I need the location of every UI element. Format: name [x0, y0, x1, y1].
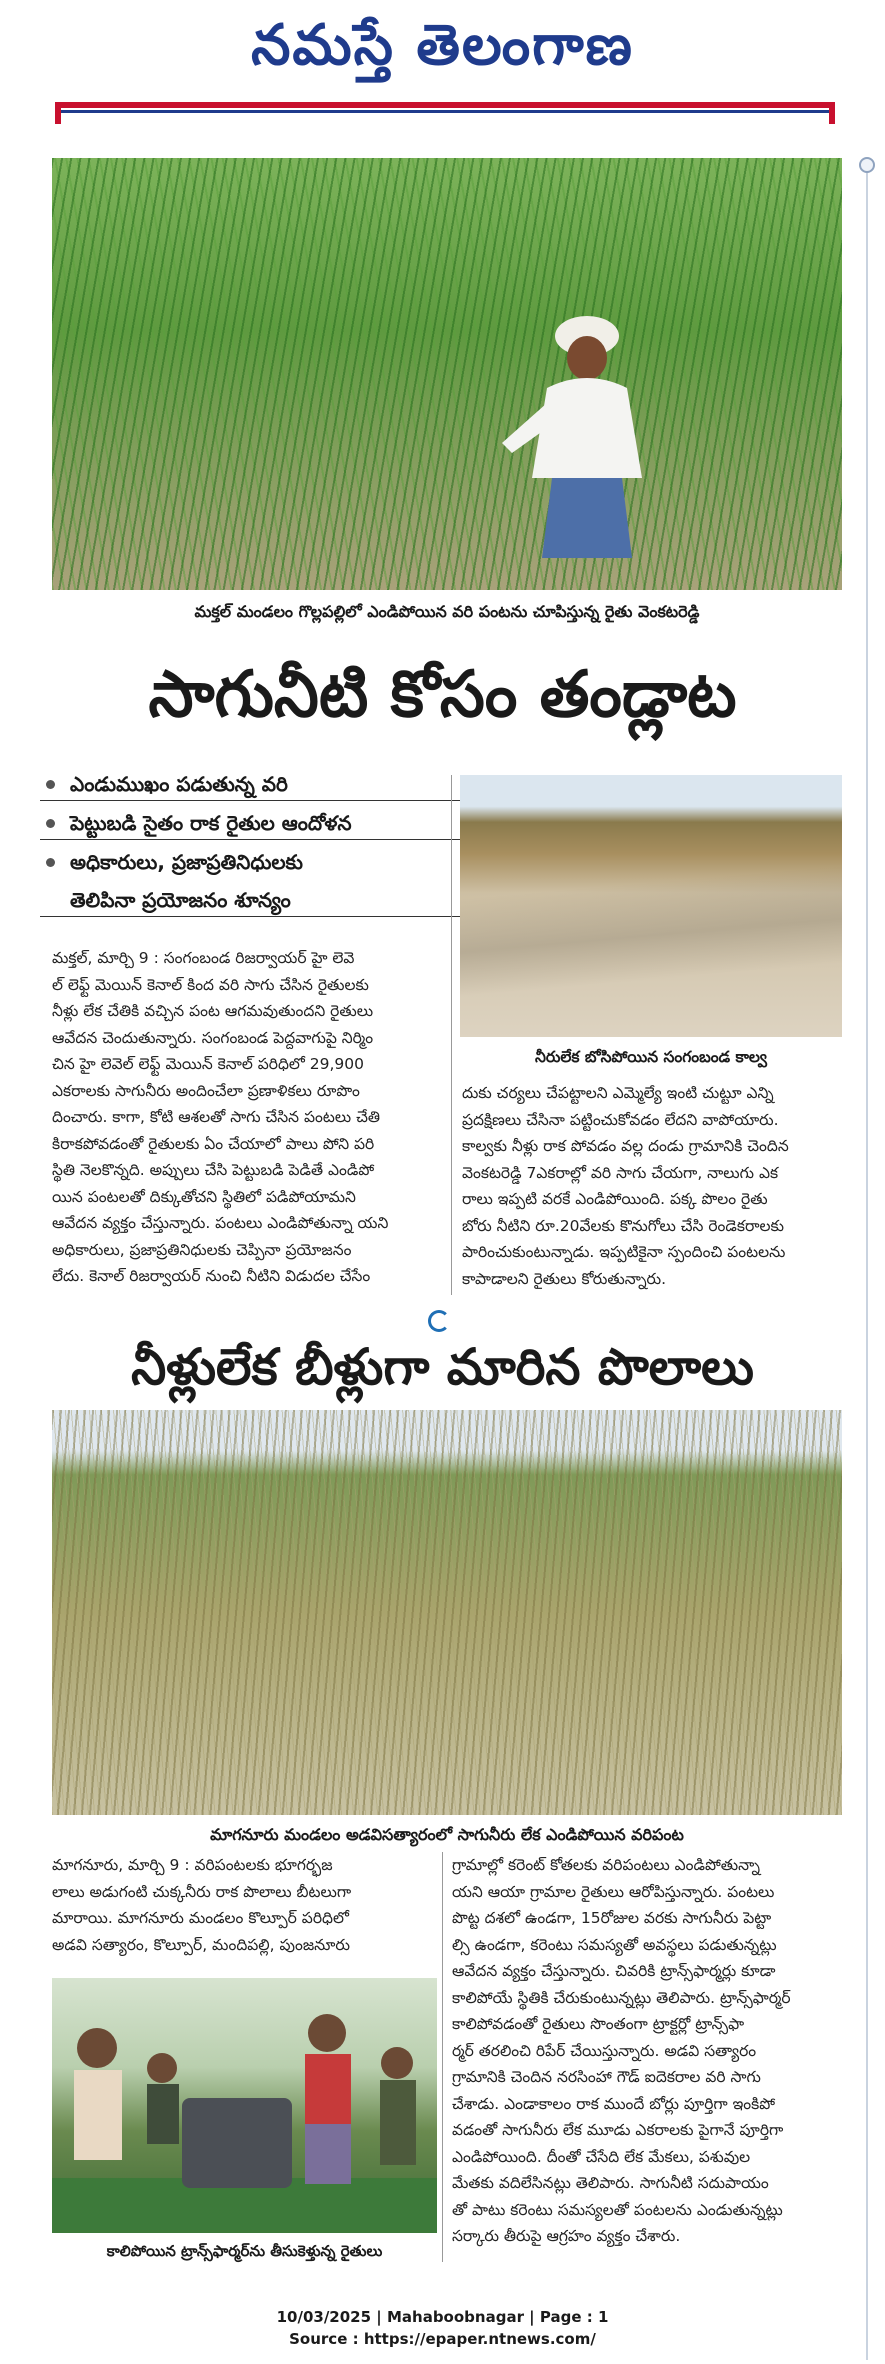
- masthead-rule-blue: [55, 110, 835, 113]
- masthead-rule-tick-left: [55, 102, 61, 124]
- farmer-photo-caption: మక్తల్ మండలం గొల్లపల్లిలో ఎండిపోయిన వరి పంటను చూపిస్తున్న రైతు వెంకటరెడ్డి: [194, 602, 700, 621]
- bullet-dot-icon: [46, 819, 55, 828]
- bullet-item: పెట్టుబడి సైతం రాక రైతుల ఆందోళన: [40, 807, 460, 840]
- newspaper-logo: నమస్తే తెలంగాణ: [251, 12, 634, 78]
- footer-meta: 10/03/2025 | Mahaboobnagar | Page : 1: [276, 2308, 609, 2326]
- story1-bullets: [40, 768, 460, 923]
- publisher-seal-icon: [428, 1310, 450, 1332]
- canal-photo-caption: నీరులేక బోసిపోయిన సంగంబండ కాల్వ: [534, 1048, 768, 1066]
- dry-field-photo-caption: మాగనూరు మండలం అడవిసత్యారంలో సాగునీరు లేక ఎండిపోయిన వరిపంట: [210, 1825, 684, 1844]
- farmer-figure: [492, 308, 662, 558]
- footer-source-link[interactable]: Source : https://epaper.ntnews.com/: [289, 2330, 596, 2348]
- story1-right-column: దుకు చర్యలు చేపట్టాలని ఎమ్మెల్యే ఇంటి చుట్టూ ఎన్ని ప్రదక్షిణలు చేసినా పట్టించుకోవడం లేదని వాపోయారు. కాల్వకు నీళ్లు రాక పోవడం వల్ల దండు గ్రామానికి చెందిన వెంకటరెడ్డి 7ఎకరాల్లో వరి సాగు చేయగా, నాలుగు ఎక రాలు ఇప్పటి వరకే ఎండిపోయింది. పక్క పొలం రైతు బోరు నీటిని రూ.20వేలకు కొనుగోలు చేసి రెండెకరాలకు పారించుకుంటున్నాడు. ఇప్పటికైనా స్పందించి పంటలను కాపాడాలని రైతులు కోరుతున్నారు.: [462, 1084, 789, 1288]
- masthead-rule-tick-right: [829, 102, 835, 124]
- dry-field-photo: [52, 1410, 842, 1815]
- masthead-rule-red: [55, 102, 835, 108]
- bullet-item-continued: తెలిపినా ప్రయోజనం శూన్యం: [40, 884, 460, 917]
- story1-left-column: మక్తల్, మార్చి 9 : సంగంబండ రిజర్వాయర్ హై లెవె ల్ లెఫ్ట్ మెయిన్ కెనాల్ కింద వరి సాగు చేసిన రైతులకు నీళ్లు లేక చేతికి వచ్చిన పంట ఆగమవుతుందని రైతులు ఆవేదన చెందుతున్నారు. సంగంబండ పెద్దవాగుపై నిర్మిం చిన హై లెవెల్ లెఫ్ట్ మెయిన్ కెనాల్ పరిధిలో 29,900 ఎకరాలకు సాగునీరు అందించేలా ప్రణాళికలు రూపొం దించారు. కాగా, కోటి ఆశలతో సాగు చేసిన పంటలు చేతి కిరాకపోవడంతో రైతులకు ఏం చేయాలో పాలు పోని పరి స్థితి నెలకొన్నది. అప్పులు చేసి పెట్టుబడి పెడితే ఎండిపో యిన పంటలతో దిక్కుతోచని స్థితిలో పడిపోయామని ఆవేదన వ్యక్తం చేస్తున్నారు. పంటలు ఎండిపోతున్నా యని అధికారులు, ప్రజాప్రతినిధులకు చెప్పినా ప్రయోజనం లేదు. కెనాల్ రిజర్వాయర్ నుంచి నీటిని విడుదల చేసేం: [52, 949, 389, 1285]
- column-divider: [442, 1852, 443, 2262]
- farmers-with-transformer: [52, 1978, 437, 2233]
- scrollbar-thumb[interactable]: [859, 157, 875, 173]
- story2-right-column: గ్రామాల్లో కరెంట్ కోతలకు వరిపంటలు ఎండిపోతున్నా యని ఆయా గ్రామాల రైతులు ఆరోపిస్తున్నారు. పంటలు పొట్ట దశలో ఉండగా, 15రోజుల వరకు సాగునీరు పెట్టా ల్సి ఉండగా, కరెంటు సమస్యతో అవస్థలు పడుతున్నట్లు ఆవేదన వ్యక్తం చేస్తున్నారు. చివరికి ట్రాన్స్‌ఫార్మర్లు కూడా కాలిపోయే స్థితికి చేరుకుంటున్నట్లు తెలిపారు. ట్రాన్స్‌ఫార్మర్ కాలిపోవడంతో రైతులు సొంతంగా ట్రాక్టర్లో ట్రాన్స్‌ఫా ర్మర్ తరలించి రిపేర్ చేయిస్తున్నారు. అడవి సత్యారం గ్రామానికి చెందిన నరసింహా గౌడ్ ఐదెకరాల వరి సాగు చేశాడు. ఎండాకాలం రాక ముందే బోర్లు పూర్తిగా ఇంకిపో వడంతో సాగునీరు లేక మూడు ఎకరాలకు పైగానే పూర్తిగా ఎండిపోయింది. దీంతో చేసేది లేక మేకలు, పశువుల మేతకు వదిలేసినట్లు తెలిపారు. సాగునీటి సదుపాయం తో పాటు కరెంటు సమస్యలతో పంటలను ఎండుతున్నట్లు సర్కారు తీరుపై ఆగ్రహం వ్యక్తం చేశారు.: [452, 1856, 791, 2245]
- story2-headline: నీళ్లులేక బీళ్లుగా మారిన పొలాలు: [131, 1338, 754, 1396]
- bullet-dot-icon: [46, 858, 55, 867]
- bullet-item: అధికారులు, ప్రజాప్రతినిధులకు: [40, 846, 460, 878]
- story2-left-column: మాగనూరు, మార్చి 9 : వరిపంటలకు భూగర్భజ లాలు అడుగంటి చుక్కనీరు రాక పొలాలు బీటలుగా మారాయి. మాగనూరు మండలం కొల్పూర్ పరిధిలో అడవి సత్యారం, కొల్పూర్, మందిపల్లి, పుంజనూరు: [52, 1856, 352, 1954]
- transformer-photo-caption: కాలిపోయిన ట్రాన్స్‌ఫార్మర్‌ను తీసుకెళ్తున్న రైతులు: [106, 2242, 383, 2260]
- masthead: [0, 0, 885, 140]
- canal-photo: [460, 775, 842, 1037]
- column-divider: [451, 775, 452, 1295]
- farmer-field-photo: [52, 158, 842, 590]
- story1-headline: సాగునీటి కోసం తండ్లాట: [148, 658, 737, 732]
- bullet-dot-icon: [46, 780, 55, 789]
- scrollbar-track[interactable]: [866, 160, 868, 2360]
- transformer-photo: [52, 1978, 437, 2233]
- bullet-item: ఎండుముఖం పడుతున్న వరి: [40, 768, 460, 801]
